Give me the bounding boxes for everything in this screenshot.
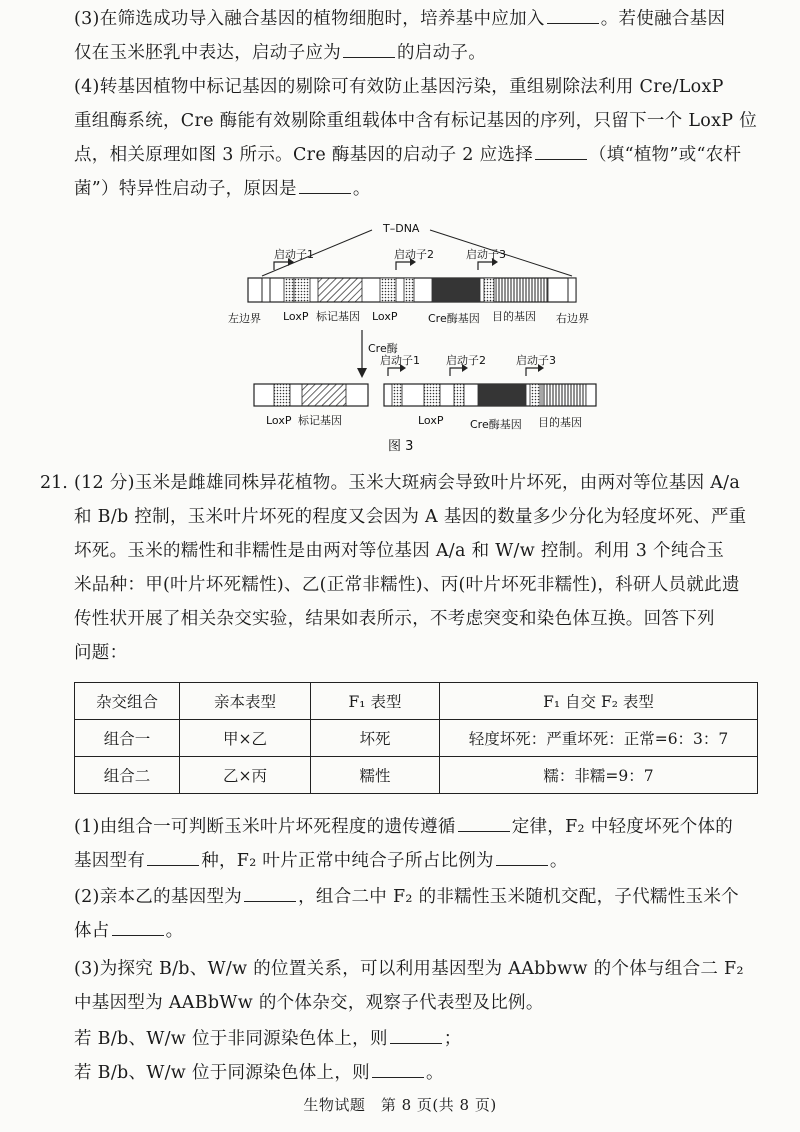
answer-blank[interactable] — [496, 849, 548, 866]
answer-blank[interactable] — [458, 815, 510, 832]
top-construct — [228, 247, 589, 325]
marker-gene-box — [318, 278, 362, 302]
recombined-construct — [380, 353, 596, 431]
sub2-line2: 体占 。 — [74, 921, 184, 941]
table-cell: 轻度坏死：严重坏死：正常=6：3：7 — [440, 720, 758, 757]
figure-3-diagram — [0, 218, 800, 458]
sub2-line1: (2)亲本乙的基因型为 ，组合二中 F₂ 的非糯性玉米随机交配，子代糯性玉米个 — [74, 887, 739, 907]
cre-gene-box — [432, 278, 480, 302]
target-gene-label-2: 目的基因 — [538, 416, 582, 429]
q21-line5: 传性状开展了相关杂交实验，结果如表所示，不考虑突变和染色体互换。回答下列 — [74, 609, 715, 629]
table-cell: 糯：非糯=9：7 — [440, 757, 758, 794]
table-header-cell: F₁ 自交 F₂ 表型 — [440, 683, 758, 720]
answer-blank[interactable] — [535, 143, 587, 160]
table-header-cell: F₁ 表型 — [311, 683, 440, 720]
q21-line1: (12 分)玉米是雌雄同株异花植物。玉米大斑病会导致叶片坏死，由两对等位基因 A/a — [74, 473, 741, 493]
cre-gene-label-2: Cre酶基因 — [470, 418, 522, 431]
answer-blank[interactable] — [112, 919, 164, 936]
marker-gene-label-2: 标记基因 — [298, 414, 342, 427]
table-row — [75, 720, 758, 757]
left-border-label: 左边界 — [228, 312, 261, 325]
sub3-line4: 若 B/b、W/w 位于同源染色体上，则 。 — [74, 1063, 444, 1083]
table-row — [75, 757, 758, 794]
table-cell: 组合二 — [75, 757, 180, 794]
promoter1-box — [284, 278, 294, 302]
q20-part3-line2: 仅在玉米胚乳中表达，启动子应为 的启动子。 — [74, 43, 486, 63]
q21-line6: 问题： — [74, 643, 128, 663]
figure-caption: 图 3 — [388, 439, 414, 454]
loxp-label: LoxP — [283, 310, 309, 323]
q20-part4-line2: 重组酶系统，Cre 酶能有效剔除重组载体中含有标记基因的序列，只留下一个 LoxP 位 — [74, 111, 757, 131]
loxp-box-2 — [380, 278, 396, 302]
promoter3-box — [484, 278, 494, 302]
cre-gene-label: Cre酶基因 — [428, 312, 480, 325]
answer-blank[interactable] — [372, 1061, 424, 1078]
table-cell: 糯性 — [311, 757, 440, 794]
right-border-label: 右边界 — [556, 312, 589, 325]
sub3-line3: 若 B/b、W/w 位于非同源染色体上，则 ； — [74, 1029, 462, 1049]
q21-line2: 和 B/b 控制，玉米叶片坏死的程度又会因为 A 基因的数量多少分化为轻度坏死、严重 — [74, 507, 747, 527]
promoter1-label: 启动子1 — [274, 248, 314, 261]
question-number: 21. — [40, 473, 68, 493]
table-header-cell: 杂交组合 — [75, 683, 180, 720]
target-gene-box — [496, 278, 548, 302]
loxp-label-2: LoxP — [372, 310, 398, 323]
sub3-line2: 中基因型为 AABbWw 的个体杂交，观察子代表型及比例。 — [74, 993, 544, 1013]
promoter3-label: 启动子3 — [466, 248, 506, 261]
table-header-row — [75, 683, 758, 720]
answer-blank[interactable] — [244, 885, 296, 902]
down-arrow-icon — [357, 368, 367, 378]
promoter1-label-2: 启动子1 — [380, 354, 420, 367]
sub3-line1: (3)为探究 B/b、W/w 的位置关系，可以利用基因型为 AAbbww 的个体与组合二 F₂ — [74, 959, 744, 979]
table-cell: 乙×丙 — [180, 757, 311, 794]
table-header-cell: 亲本表型 — [180, 683, 311, 720]
tdna-label: T–DNA — [383, 222, 420, 235]
promoter2-label-2: 启动子2 — [446, 354, 486, 367]
q21-line4: 米品种：甲(叶片坏死糯性)、乙(正常非糯性)、丙(叶片坏死非糯性)，科研人员就此遗 — [74, 575, 740, 595]
q20-part4-line1: (4)转基因植物中标记基因的剔除可有效防止基因污染，重组剔除法利用 Cre/LoxP — [74, 77, 724, 97]
loxp-label-4: LoxP — [418, 414, 444, 427]
q20-part4-line3: 点，相关原理如图 3 所示。Cre 酶基因的启动子 2 应选择 （填“植物”或“农杆 — [74, 145, 742, 165]
cre-enzyme-label: Cre酶 — [368, 342, 398, 355]
sub1-line1: (1)由组合一可判断玉米叶片坏死程度的遗传遵循 定律，F₂ 中轻度坏死个体的 — [74, 817, 734, 837]
q20-part4-line4: 菌”）特异性启动子，原因是 。 — [74, 179, 371, 199]
answer-blank[interactable] — [390, 1027, 442, 1044]
table-cell: 组合一 — [75, 720, 180, 757]
q20-part3-line1: (3)在筛选成功导入融合基因的植物细胞时，培养基中应加入 。若使融合基因 — [74, 9, 726, 29]
marker-gene-label: 标记基因 — [316, 310, 360, 323]
excised-fragment — [254, 384, 368, 427]
promoter2-box — [404, 278, 414, 302]
promoter2-label: 启动子2 — [394, 248, 434, 261]
table-cell: 坏死 — [311, 720, 440, 757]
promoter3-label-2: 启动子3 — [516, 354, 556, 367]
table-cell: 甲×乙 — [180, 720, 311, 757]
answer-blank[interactable] — [547, 7, 599, 24]
loxp-box — [294, 278, 310, 302]
loxp-label-3: LoxP — [266, 414, 292, 427]
target-gene-label: 目的基因 — [492, 310, 536, 323]
answer-blank[interactable] — [147, 849, 199, 866]
page-footer: 生物试题 第 8 页(共 8 页) — [303, 1096, 497, 1114]
answer-blank[interactable] — [343, 41, 395, 58]
q21-line3: 坏死。玉米的糯性和非糯性是由两对等位基因 A/a 和 W/w 控制。利用 3 个纯合玉 — [74, 541, 725, 561]
cross-results-table — [74, 682, 758, 794]
answer-blank[interactable] — [299, 177, 351, 194]
sub1-line2: 基因型有 种，F₂ 叶片正常中纯合子所占比例为 。 — [74, 851, 568, 871]
